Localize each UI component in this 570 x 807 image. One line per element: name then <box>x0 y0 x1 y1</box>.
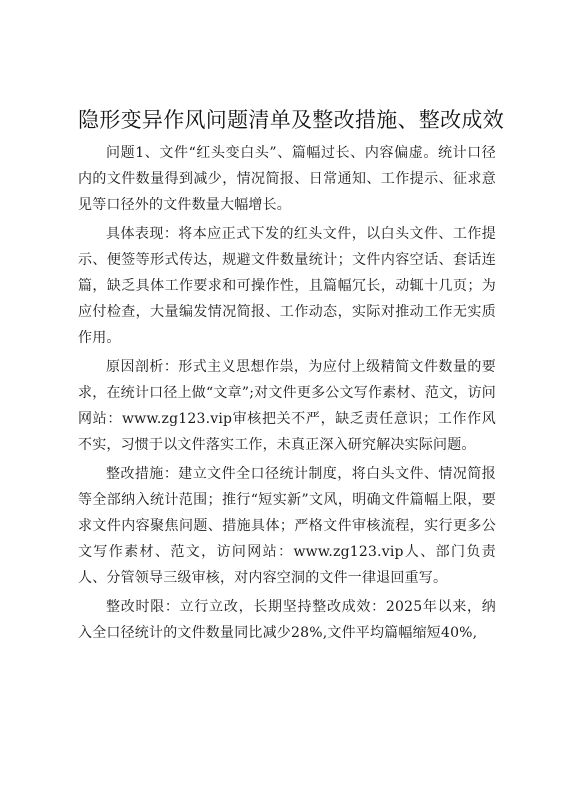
paragraph-deadline-results: 整改时限：立行立改，长期坚持整改成效：2025年以来，纳入全口径统计的文件数量同比减少28%,文件平均篇幅缩短40%, <box>78 599 496 641</box>
paragraph-cause-analysis: 原因剖析：形式主义思想作祟，为应付上级精简文件数量的要求，在统计口径上做“文章”;对文件更多公文写作素材、范文，访问网站：www.zg123.vip审核把关不严，缺乏责任意识；工作作风不实，习惯于以文件落实工作，未真正深入研究解决实际问题。 <box>78 359 496 453</box>
paragraph-rectification-measures: 整改措施：建立文件全口径统计制度，将白头文件、情况简报等全部纳入统计范围；推行“短实新”文风，明确文件篇幅上限，要求文件内容聚焦问题、措施具体；严格文件审核流程，实行更多公文写作素材、范文，访问网站：www.zg123.vip人、部门负责人、分管领导三级审核，对内容空洞的文件一律退回重写。 <box>78 466 496 586</box>
document-body <box>78 140 496 649</box>
paragraph-problem: 问题1、文件“红头变白头”、篇幅过长、内容偏虚。统计口径内的文件数量得到减少，情况简报、日常通知、工作提示、征求意见等口径外的文件数量大幅增长。 <box>78 145 496 213</box>
document-title: 隐形变异作风问题清单及整改措施、整改成效 <box>78 108 504 132</box>
paragraph-manifestation: 具体表现：将本应正式下发的红头文件，以白头文件、工作提示、便签等形式传达，规避文件数量统计；文件内容空话、套话连篇，缺乏具体工作要求和可操作性，且篇幅冗长，动辄十几页；为应付检查，大量编发情况简报、工作动态，实际对推动工作无实质作用。 <box>78 226 496 346</box>
